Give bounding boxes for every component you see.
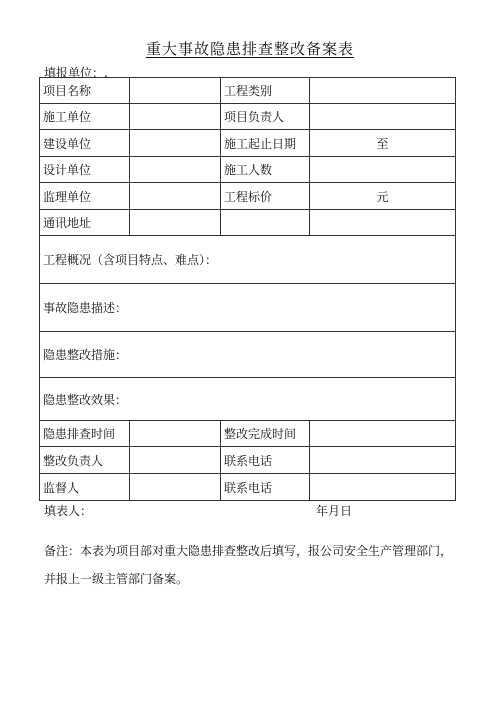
table-row [40, 421, 456, 447]
hazard-description-cell[interactable]: 事故隐患描述： [40, 284, 456, 332]
address-field-1[interactable] [130, 210, 221, 236]
supervisor-phone-label: 联系电话 [221, 474, 310, 501]
project-manager-label: 项目负责人 [221, 104, 310, 130]
owner-unit-field[interactable] [130, 130, 221, 157]
completion-time-field[interactable] [310, 421, 456, 447]
design-unit-field[interactable] [130, 157, 221, 183]
reporting-unit-label: 填报单位：. [44, 66, 108, 80]
address-label: 通讯地址 [40, 210, 130, 236]
construction-period-label: 施工起止日期 [221, 130, 310, 157]
supervisor-phone-field[interactable] [310, 474, 456, 501]
address-field-2[interactable] [221, 210, 310, 236]
form-title-text: 重大事故隐患排查整改备案表 [145, 40, 354, 58]
worker-count-label: 施工人数 [221, 157, 310, 183]
table-row [40, 378, 456, 421]
filing-form-table [39, 77, 456, 501]
table-row [40, 183, 456, 210]
inspection-time-field[interactable] [130, 421, 221, 447]
table-row [40, 130, 456, 157]
table-row [40, 210, 456, 236]
rectification-measures-cell[interactable]: 隐患整改措施： [40, 332, 456, 378]
project-name-field[interactable] [130, 78, 221, 104]
project-manager-field[interactable] [310, 104, 456, 130]
table-row [40, 104, 456, 130]
rectification-lead-label: 整改负责人 [40, 447, 130, 474]
lead-phone-field[interactable] [310, 447, 456, 474]
project-category-field[interactable] [310, 78, 456, 104]
contract-price-field[interactable]: 元 [310, 183, 456, 210]
worker-count-field[interactable] [310, 157, 456, 183]
owner-unit-label: 建设单位 [40, 130, 130, 157]
project-name-label: 项目名称 [40, 78, 130, 104]
construction-period-field[interactable]: 至 [310, 130, 456, 157]
remarks-note: 备注：本表为项目部对重大隐患排查整改后填写，报公司安全生产管理部门，并报上一级主管部门备案。 [44, 544, 453, 586]
lead-phone-label: 联系电话 [221, 447, 310, 474]
project-overview-cell[interactable]: 工程概况（含项目特点、难点）： [40, 236, 456, 284]
table-row [40, 332, 456, 378]
construction-unit-field[interactable] [130, 104, 221, 130]
supervisor-field[interactable] [130, 474, 221, 501]
inspection-time-label: 隐患排查时间 [40, 421, 130, 447]
table-row [40, 78, 456, 104]
date-label: 年月日 [316, 504, 353, 518]
supervision-unit-field[interactable] [130, 183, 221, 210]
supervisor-label: 监督人 [40, 474, 130, 501]
table-row [40, 157, 456, 183]
table-row [40, 447, 456, 474]
project-category-label: 工程类别 [221, 78, 310, 104]
address-field-3[interactable] [310, 210, 456, 236]
rectification-lead-field[interactable] [130, 447, 221, 474]
rectification-effect-cell[interactable]: 隐患整改效果： [40, 378, 456, 421]
table-row [40, 474, 456, 501]
table-row [40, 284, 456, 332]
design-unit-label: 设计单位 [40, 157, 130, 183]
table-row [40, 236, 456, 284]
contract-price-label: 工程标价 [221, 183, 310, 210]
construction-unit-label: 施工单位 [40, 104, 130, 130]
completion-time-label: 整改完成时间 [221, 421, 310, 447]
form-title [0, 38, 500, 59]
supervision-unit-label: 监理单位 [40, 183, 130, 210]
filler-label: 填表人： [44, 504, 93, 518]
